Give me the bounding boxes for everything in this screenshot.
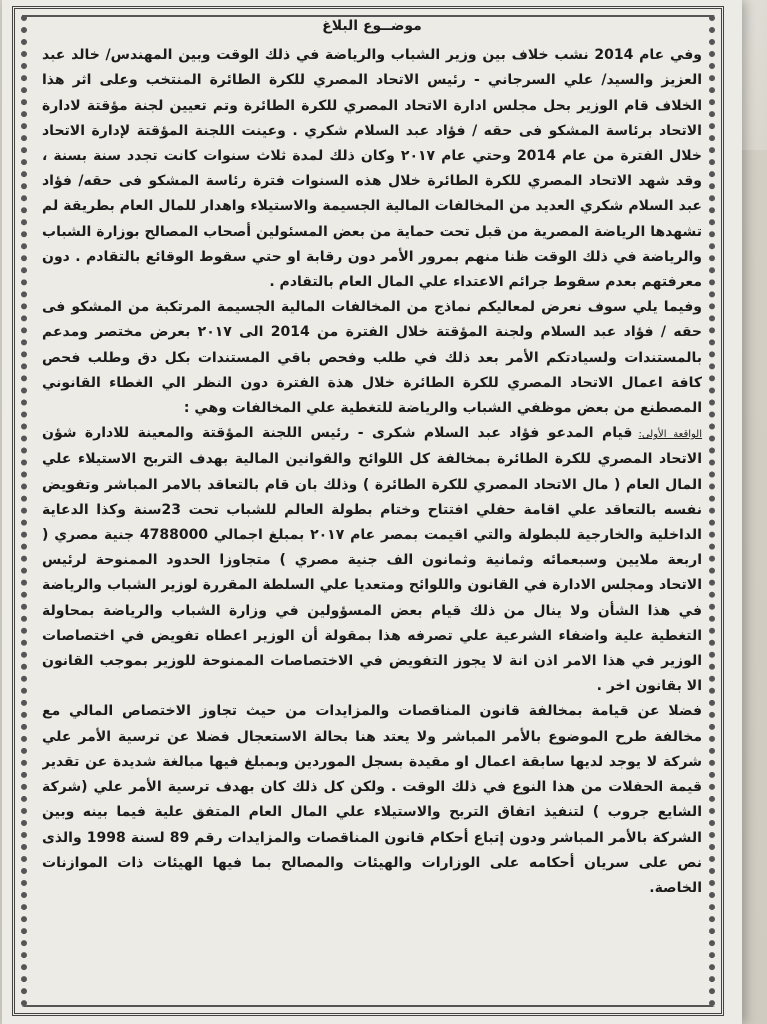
fact-label: الواقعة الأولى: bbox=[638, 429, 702, 441]
fact-text: قيام المدعو فؤاد عبد السلام شكرى - رئيس اللجنة المؤقتة والمعينة للادارة شؤن الاتحاد المصري للكرة الطائرة بمخالفة كل اللوائح والقوانين المالية بهدف التربح الاستيلاء علي المال العام ( مال الاتحاد المصري للكرة الطائرة ) وذلك بان قام بالتعاقد بالامر المباشر وتفويض نفسه بالتعاقد علي اقامة حفلي افتتاح وختام بطولة العالم للشباب تحت 23سنة وكذا الدعاية الداخلية والخارجية للبطولة والتي اقيمت بمصر عام ٢٠١٧ بمبلغ اجمالي 4788000 جنية مصري ( اربعة ملايين وسبعمائه وثمانية وثمانون الف جنية مصري ) متجاوزا الحدود الممنوحة لرئيس الاتحاد ومجلس الادارة في القانون واللوائح ومتعديا علي السلطة المقررة لوزير الشباب والرياضة في هذا الشأن ولا ينال من ذلك قيام بعض المسؤولين في وزارة الشباب والرياضة بمحاولة التغطية علية واضفاء الشرعية علي تصرفه هذا بمقولة أن الوزير اعطاه تفويض في اختصاصات الوزير في هذا الامر اذن انة لا يجوز التفويض في الاختصاصات الممنوحة للوزير بموجب القانون الا بقانون اخر . bbox=[42, 425, 702, 695]
paragraph-3: فضلا عن قيامة بمخالفة قانون المناقصات والمزايدات من حيث تجاوز الاختصاص المالي مع مخالفة طرح الموضوع بالأمر المباشر ولا يعتد هنا بحالة الاستعجال فضلا عن ترسية الأمر علي شركة لا يوجد لديها سابقة اعمال او مقيدة بسجل الموردين وبمبلغ فيها مبالغة شديدة عن تقدير قيمة الحفلات من هذا النوع في ذلك الوقت . ولكن كل ذلك كان بهدف ترسية الأمر علي (شركة الشايع جروب ) لتنفيذ اتفاق التربح والاستيلاء علي المال العام المتفق علية فيما بينه وبين الشركة بالأمر المباشر ودون إتباع أحكام قانون المناقصات والمزايدات رقم 89 لسنة 1998 والذى نص على سريان أحكامه على الوزارات والهيئات والمصالح بما فيها الهيئات ذات الموازنات الخاصة. bbox=[42, 703, 702, 896]
paragraph-2: وفيما يلي سوف نعرض لمعاليكم نماذج من المخالفات المالية الجسيمة المرتكبة من المشكو فى حقه / فؤاد عبد السلام ولجنة المؤقتة خلال الفترة من 2014 الى ٢٠١٧ بعرض مختصر ومدعم بالمستندات ولسيادتكم الأمر بعد ذلك في طلب وفحص باقي المستندات بكل دق وطلب فحص كافة اعمال الاتحاد المصري للكرة الطائرة خلال هذة الفترة دون النظر الي الغطاء القانوني المصطنع من بعض موظفي الشباب والرياضة للتغطية علي المخالفات وهي : bbox=[42, 299, 702, 417]
paragraph-1: وفي عام 2014 نشب خلاف بين وزير الشباب والرياضة في ذلك الوقت وبين المهندس/ خالد عبد العزيز والسيد/ علي السرجاني - رئيس الاتحاد المصري للكرة الطائرة المنتخب وعلى اثر هذا الخلاف قام الوزير بحل مجلس ادارة الاتحاد المصري للكرة الطائرة وتم تعيين لجنة مؤقتة لادارة الاتحاد برئاسة المشكو فى حقه / فؤاد عبد السلام شكري . وعينت اللجنة المؤقتة لإدارة الاتحاد خلال الفترة من عام 2014 وحتي عام ٢٠١٧ وكان ذلك لمدة ثلاث سنوات كانت تجدد سنة بسنة ، وقد شهد الاتحاد المصري للكرة الطائرة خلال هذه السنوات فترة رئاسة المشكو فى حقه/ فؤاد عبد السلام شكري العديد من المخالفات المالية الجسيمة والاستيلاء واهدار للمال العام بطريقة لم تشهدها الرياضة المصرية من قبل تحت حماية من بعض المسئولين أصحاب المصالح بوزارة الشباب والرياضة في ذلك الوقت ظنا منهم بمرور الأمر دون رقابة او حتي سقوط الوقائع بالتقادم . دون معرفتهم بعدم سقوط جرائم الاعتداء علي المال العام بالتقادم . bbox=[42, 47, 702, 291]
document-body bbox=[42, 14, 702, 1014]
paper-sheet bbox=[2, 0, 742, 1024]
document-title: موضــوع البلاغ bbox=[322, 18, 422, 34]
fact-paragraph bbox=[42, 421, 702, 699]
